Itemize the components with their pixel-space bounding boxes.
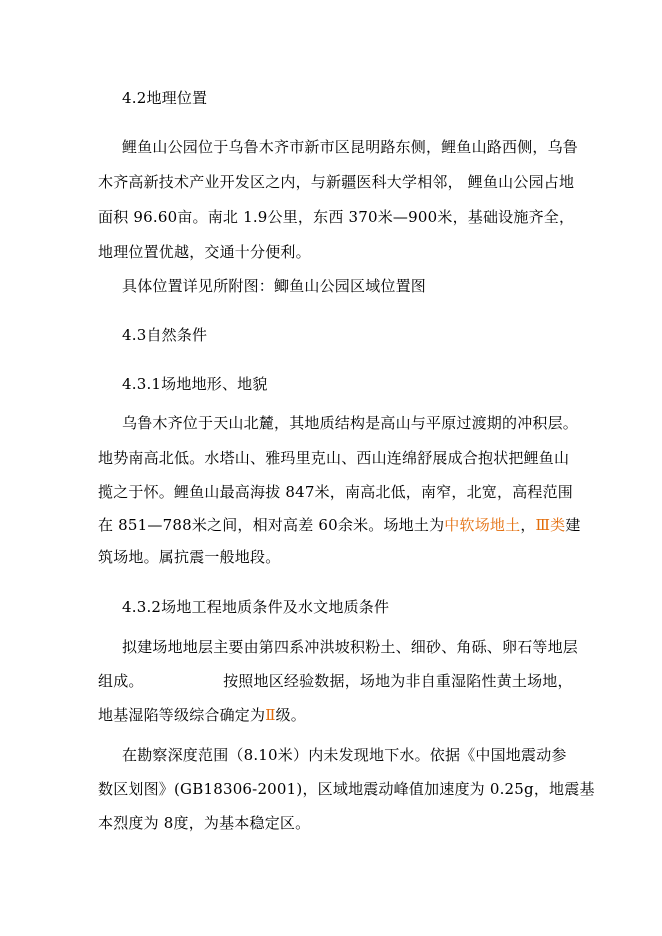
para-4-2-line-1: 鲤鱼山公园位于乌鲁木齐市新市区昆明路东侧，鲤鱼山路西侧，乌鲁: [122, 138, 579, 156]
line-4-text-pre: 在 851—788米之间，相对高差 60余米。场地土为: [98, 516, 445, 534]
para-4-3-2b-line-1: 在勘察深度范围（8.10米）内未发现地下水。依据《中国地震动参: [122, 746, 567, 764]
para-4-3-1-line-2: 地势南高北低。水塔山、雅玛里克山、西山连绵舒展成合抱状把鲤鱼山: [98, 449, 570, 467]
para-4-3-1-line-3: 揽之于怀。鲤鱼山最高海拔 847米，南高北低，南窄，北宽，高程范围: [98, 483, 574, 501]
para-4-2-line-3: 面积 96.60亩。南北 1.9公里，东西 370米—900米，基础设施齐全，: [98, 208, 575, 226]
para-4-3-1-line-4: [98, 515, 581, 535]
heading-4-2: 4.2地理位置: [122, 89, 208, 107]
heading-4-3-1: 4.3.1场地地形、地貌: [122, 375, 268, 393]
heading-4-3-2: 4.3.2场地工程地质条件及水文地质条件: [122, 598, 390, 616]
para-4-3-2-line-3: [98, 705, 306, 725]
line-3-text-pre: 地基湿陷等级综合确定为: [98, 706, 266, 724]
para-4-2-line-2: 木齐高新技术产业开发区之内，与新疆医科大学相邻， 鲤鱼山公园占地: [98, 173, 575, 191]
highlight-collapsibility-grade: Ⅱ: [265, 706, 276, 724]
highlight-site-soil: 中软场地土: [444, 516, 521, 534]
para-4-3-1-line-5: 筑场地。属抗震一般地段。: [98, 548, 281, 566]
para-4-3-2-line-2: 组成。 按照地区经验数据，场地为非自重湿陷性黄土场地，: [98, 672, 573, 690]
para-4-2-line-4: 地理位置优越，交通十分便利。: [98, 243, 311, 261]
highlight-site-class: Ⅲ类: [535, 516, 566, 534]
para-4-2-location-note: 具体位置详见所附图：鲫鱼山公园区域位置图: [122, 277, 427, 295]
para-4-3-2b-line-2: 数区划图》(GB18306-2001)，区域地震动峰值加速度为 0.25g，地震基: [98, 780, 595, 798]
para-4-3-2-line-1: 拟建场地地层主要由第四系冲洪坡积粉土、细砂、角砾、卵石等地层: [122, 638, 579, 656]
para-4-3-1-line-1: 乌鲁木齐位于天山北麓，其地质结构是高山与平原过渡期的冲积层。: [122, 414, 579, 432]
para-4-3-2b-line-3: 本烈度为 8度，为基本稳定区。: [98, 814, 311, 832]
line-4-text-post: 建: [565, 516, 581, 534]
heading-4-3: 4.3自然条件: [122, 326, 208, 344]
line-4-text-mid: ，: [520, 516, 536, 534]
line-3-text-post: 级。: [275, 706, 307, 724]
